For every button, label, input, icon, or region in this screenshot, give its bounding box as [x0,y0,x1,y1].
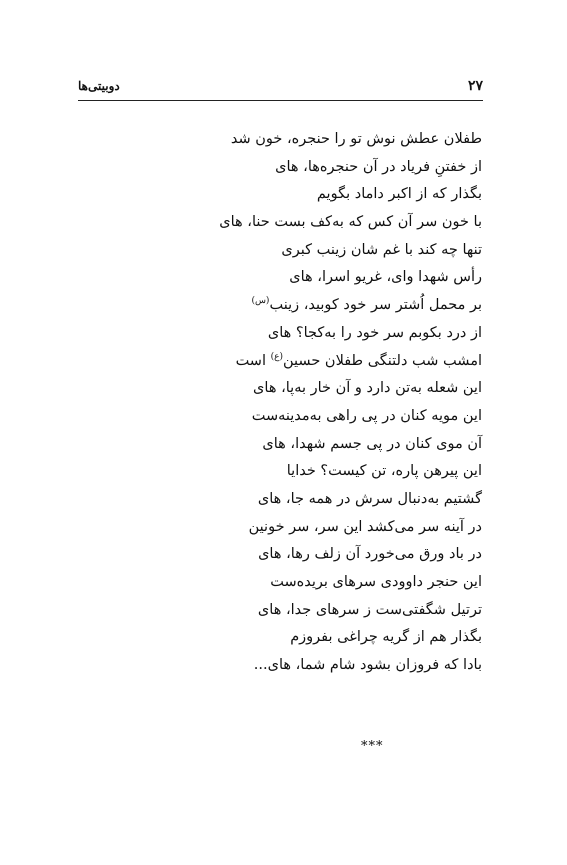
poem-line [122,624,482,652]
poem-line-text: با خون سر آن کس که به‌کف بست حنا، های [219,214,482,231]
poem-line-text: بگذار هم از گریه چراغی بفروزم [290,629,482,646]
poem-line [122,181,482,209]
poem-line [122,458,482,486]
poem-line [122,375,482,403]
poem-line-text: از درد بکوبم سر خود را به‌کجا؟ های [267,324,482,341]
poem-line-text: از خفتنِ فریاد در آن حنجره‌ها، های [275,158,482,175]
poem-line [122,320,482,348]
poem-line [122,569,482,597]
page-number: ۲۷ [467,78,483,94]
poem-body [122,126,482,680]
poem-line [122,541,482,569]
section-end-mark: *** [361,739,384,754]
poem-line-text: در آینه سر می‌کشد این سر، سر خونین [248,518,482,535]
poem-line [122,597,482,625]
poem-line [122,154,482,182]
poem-line-text: آن موی کنان در پی جسم شهدا، های [262,435,482,452]
poem-line [122,292,482,320]
poem-line-text: این حنجر داوودی سرهای بریده‌ست [270,574,482,590]
poem-line-text: تنها چه کند با غم شان زینب کبری [281,241,482,258]
poem-line [122,486,482,514]
poem-line-text: ترتیل شگفتی‌ست ز سرهای جدا، های [257,601,482,618]
poem-line-tail: است [235,352,271,369]
honorific-superscript: (س) [251,296,270,307]
poem-line [122,652,482,680]
poem-line-text: بگذار که از اکبر داماد بگویم [316,186,482,203]
poem-line [122,209,482,237]
poem-line [122,126,482,154]
poem-line [122,431,482,459]
poem-line-text: امشب شب دلتنگی طفلان حسین [283,352,482,369]
poem-line [122,403,482,431]
poem-line-text: بادا که فروزان بشود شام شما، های... [253,657,482,674]
poem-line-text: این شعله به‌تن دارد و آن خار به‌پا، های [253,380,482,397]
page-header [78,76,483,101]
poem-line [122,348,482,376]
poem-line [122,514,482,542]
poem-line-text: رأس شهدا وای، غریو اسرا، های [289,269,482,286]
poem-line [122,237,482,265]
poem-line-text: طفلان عطش نوش تو را حنجره، خون شد [230,131,482,147]
poem-line-text: گشتیم به‌دنبال سرش در همه جا، های [257,490,482,507]
poem-line-text: در باد ورق می‌خورد آن زلف رها، های [258,546,482,563]
poem-line-text: این پیرهن پاره، تن کیست؟ خدایا [286,463,482,480]
honorific-superscript: (ع) [270,351,283,362]
poem-line-text: این مویه کنان در پی راهی به‌مدینه‌ست [251,407,482,424]
running-title: دوبیتی‌ها [78,79,120,93]
poem-line [122,264,482,292]
poem-line-text: بر محمل اُشتر سر خود کوبید، زینب [269,297,482,314]
